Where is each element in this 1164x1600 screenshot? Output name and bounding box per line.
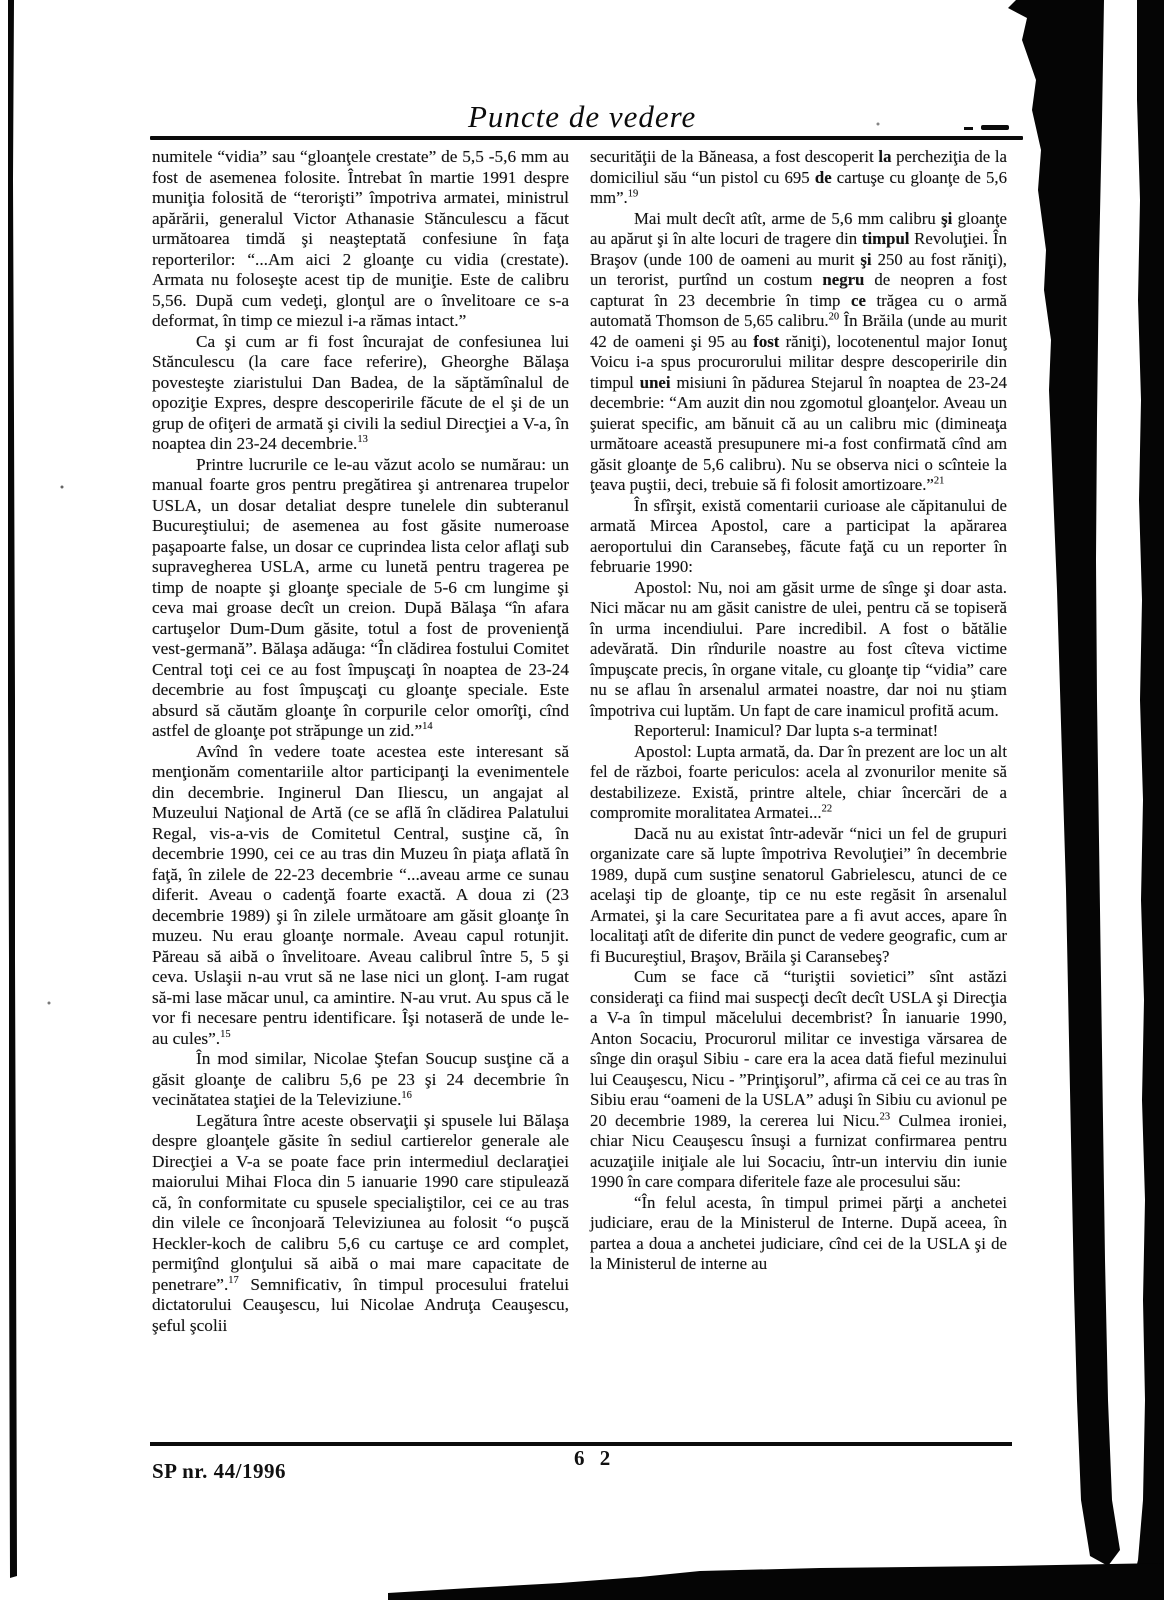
paragraph: Cum se face că “turiştii sovietici” sînt astăzi consideraţi ca fiind mai suspecţi decît decît USLA şi Direcţia a V-a în timpul măcelului decembrist? În ianuarie 1990, Anton Socaciu, Procurorul militar ce investiga vărsarea de sînge din oraşul Sibiu - care era la acea dată fieful mezinului lui Ceauşescu, Nicu - ”Prinţişorul”, afirma că cei ce au tras în Sibiu erau “oameni de la USLA” aduşi în Sibiu cu avionul pe 20 decembrie 1989, la cererea lui Nicu.$^{23}$ Culmea ironiei, chiar Nicu Ceauşescu însuşi a furnizat confirmarea pentru acuzaţiile iniţiale ale lui Socaciu, într-un interviu din iunie 1990 în care compara diferitele faze ale procesului său: bbox=[590, 967, 1007, 1191]
paragraph: Apostol: Nu, noi am găsit urme de sînge şi doar asta. Nici măcar nu am găsit canistre de ulei, pentru că se topiseră în urma incendiului. Pare incredibil. A fost o bătălie adevărată. Din rîndurile noastre au fost cîteva victime împuşcate precis, în organe vitale, cu gloanţe tip “vidia” care nu se aflau în arsenalul armatei noastre, dar noi nu ştiam împotriva cui luptăm. Un fapt de care inamicul profită acum. bbox=[590, 577, 1007, 720]
paragraph: numitele “vidia” sau “gloanţele crestate” de 5,5 -5,6 mm au fost de asemenea folosite. Întrebat în martie 1991 despre muniţia folosită de “terorişti” împotriva armatei, ministrul apărării, generalul Victor Athanasie Stănculescu a făcut următoarea timdă şi neaşteptată confesiune în faţa reporterilor: “...Am aici 2 gloanţe cu vidia (crestate). Armata nu foloseşte acest tip de muniţie. Este de calibru 5,56. După cum vedeţi, glonţul are o învelitoare ce s-a deformat, în timp ce miezul i-a rămas intact.” bbox=[152, 147, 569, 330]
paragraph: securităţii de la Băneasa, a fost descoperit la percheziţia de la domiciliul său “un pistol cu 695 de cartuşe cu gloanţe de 5,6 mm”.$^{19}$ bbox=[590, 147, 1007, 207]
header-dash-small bbox=[964, 127, 973, 130]
paragraph: Legătura între aceste observaţii şi spusele lui Bălaşa despre gloanţele găsite în sediul cartierelor generale ale Direcţiei a V-a se poate face prin intermediul declaraţiei maiorului Mihai Floca din 5 ianuarie 1990 care stipulează că, în conformitate cu spusele specialiştilor, cei ce au tras din vilele ce înconjoară Televiziunea au folosit “o puşcă Heckler-koch de calibru 5,6 cu cartuşe ce ard complet, permiţînd glonţului să aibă o mai mare capacitate de penetrare”.$^{17}$ Semnificativ, în timpul procesului fratelui dictatorului Ceauşescu, lui Nicolae Andruţa Ceauşescu, şeful şcolii bbox=[152, 1110, 569, 1335]
header-rule bbox=[150, 136, 1023, 140]
scan-band-inner-right bbox=[1008, 0, 1120, 1566]
paragraph: Dacă nu au existat într-adevăr “nici un fel de grupuri organizate care să lupte împotriva Revoluţiei” în decembrie 1989, după cum susţine senatorul Gabrielescu, atunci de ce acelaşi tip de gloanţe, tip ce nu este regăsit în arsenalul Armatei, şi la care Securitatea pare a fi avut acces, apare în localitaţi atît de diferite din punct de vedere geografic, cum ar fi Bucureştiul, Braşov, Brăila şi Caransebeş? bbox=[590, 823, 1007, 966]
paragraph: În mod similar, Nicolae Ştefan Soucup susţine că a găsit gloanţe de calibru 5,6 pe 23 şi 24 decembrie în vecinătatea staţiei de la Televiziune.$^{16}$ bbox=[152, 1049, 569, 1109]
paragraph: Ca şi cum ar fi fost încurajat de confesiunea lui Stănculescu (la care face referire), Gheorghe Bălaşa povesteşte ziaristului Dan Badea, de la săptămînalul de opoziţie Expres, despre descoperirile făcute de el şi de un grup de ofiţeri de armată şi civili la sediul Direcţiei a V-a, în noaptea din 23-24 decembrie.$^{13}$ bbox=[152, 331, 569, 453]
paragraph: Reporterul: Inamicul? Dar lupta s-a terminat! bbox=[634, 721, 939, 740]
text-column-left bbox=[152, 147, 569, 1336]
paragraph: Mai mult decît atît, arme de 5,6 mm calibru şi gloanţe au apărut şi în alte locuri de tragere din timpul Revoluţiei. În Braşov (unde 100 de oameni au murit şi 250 au fost răniţi), un terorist, purtînd un costum negru de neopren a fost capturat în 23 decembrie în timp ce trăgea cu o armă automată Thomson de 5,65 calibru.$^{20}$ În Brăila (unde au murit 42 de oameni şi 95 au fost răniţi), locotenentul major Ionuţ Voicu i-a spus procurorului militar despre descoperirile din timpul unei misiuni în pădurea Stejarul în noaptea de 23-24 decembrie: “Am auzit din nou zgomotul gloanţelor. Aveau un şuierat specific, am bănuit că au un calibru mic (dimineaţa următoare această presupunere mi-a fost confirmată cînd am găsit gloanţe de 5,6 calibru). Nu se observa nici o scînteie la ţeava puştii, deci, trebuie să fi folosit amortizoare.”$^{21}$ bbox=[590, 208, 1007, 494]
scan-speck bbox=[48, 1002, 51, 1005]
page-header-title: Puncte de vedere bbox=[468, 99, 697, 134]
paragraph: În sfîrşit, există comentarii curioase ale căpitanului de armată Mircea Apostol, care a participat la apărarea aeroportului din Caransebeş, făcute faţă cu un reporter în februarie 1990: bbox=[590, 495, 1007, 576]
scan-band-bottom bbox=[388, 1563, 1164, 1600]
header-dash bbox=[981, 125, 1009, 130]
paragraph: “În felul acesta, în timpul primei părţi a anchetei judiciare, erau de la Ministerul de Interne. După aceea, în partea a doua a anchetei judiciare, cînd cei de la USLA şi de la Ministerul de interne au bbox=[590, 1192, 1007, 1273]
scan-edge-left bbox=[8, 0, 17, 1578]
scan-speck bbox=[61, 486, 64, 489]
paragraph: Printre lucrurile ce le-au văzut acolo se numărau: un manual foarte gros pentru pregătirea şi antrenarea trupelor USLA, un dosar detaliat despre tunelele din subteranul Bucureştiului; de asemenea au fost găsite numeroase paşapoarte false, un dosar ce cuprindea lista celor aflaţi sub supravegherea USLA, arme cu lunetă pentru tragerea pe timp de noapte şi gloanţe speciale de 5-6 cm lungime şi ceva mai groase decît un creion. După Bălaşa “în afara cartuşelor Dum-Dum găsite, totul a fost de provenienţă vest-germană”. Bălaşa adăuga: “În clădirea fostului Comitet Central toţi cei ce au fost împuşcaţi în noaptea de 23-24 decembrie au fost împuşcaţi cu gloanţe speciale. Este absurd să căutăm gloanţe în corpurile celor omorîţi, cînd astfel de gloanţe pot străpunge un zid.”$^{14}$ bbox=[152, 454, 569, 740]
paragraph: Avînd în vedere toate acestea este interesant să menţionăm comentariile altor participanţi la evenimentele din decembrie. Inginerul Dan Iliescu, un angajat al Muzeului Naţional de Artă (ce se află în clădirea Palatului Regal, vis-a-vis de Comitetul Central, susţine că, în decembrie 1990, cei ce au tras din Muzeu în piaţa aflată în faţă, în zilele de 22-23 decembrie “...aveau arme ce sunau diferit. Aveau o cadenţă foarte exactă. A doua zi (23 decembrie 1989) şi în zilele următoare am găsit gloanţe în muzeu. Nu erau gloanţe normale. Aveau capul rotunjit. Păreau să aibă o învelitoare. Aveau calibrul între 5, 5 şi ceva. Uslaşii n-au vrut să ne lase nici un glonţ. I-am rugat să-mi lase măcar unul, ca amintire. N-au vrut. Au spus că le vor fi necesare pentru identificare. Îşi notaseră de unde le-au cules”.$^{15}$ bbox=[152, 741, 569, 1048]
scan-speck bbox=[877, 123, 880, 126]
page-number: 6 2 bbox=[574, 1446, 616, 1470]
journal-issue-label: SP nr. 44/1996 bbox=[152, 1459, 287, 1483]
paragraph: Apostol: Lupta armată, da. Dar în prezent are loc un alt fel de război, foarte periculos: acela al zvonurilor menite să destabilizeze. Există, printre altele, chiar încercări de a compromite moralitatea Armatei...$^{22}$ bbox=[590, 741, 1007, 822]
text-column-right bbox=[590, 147, 1007, 1275]
scan-band-outer-right bbox=[1128, 0, 1164, 1600]
